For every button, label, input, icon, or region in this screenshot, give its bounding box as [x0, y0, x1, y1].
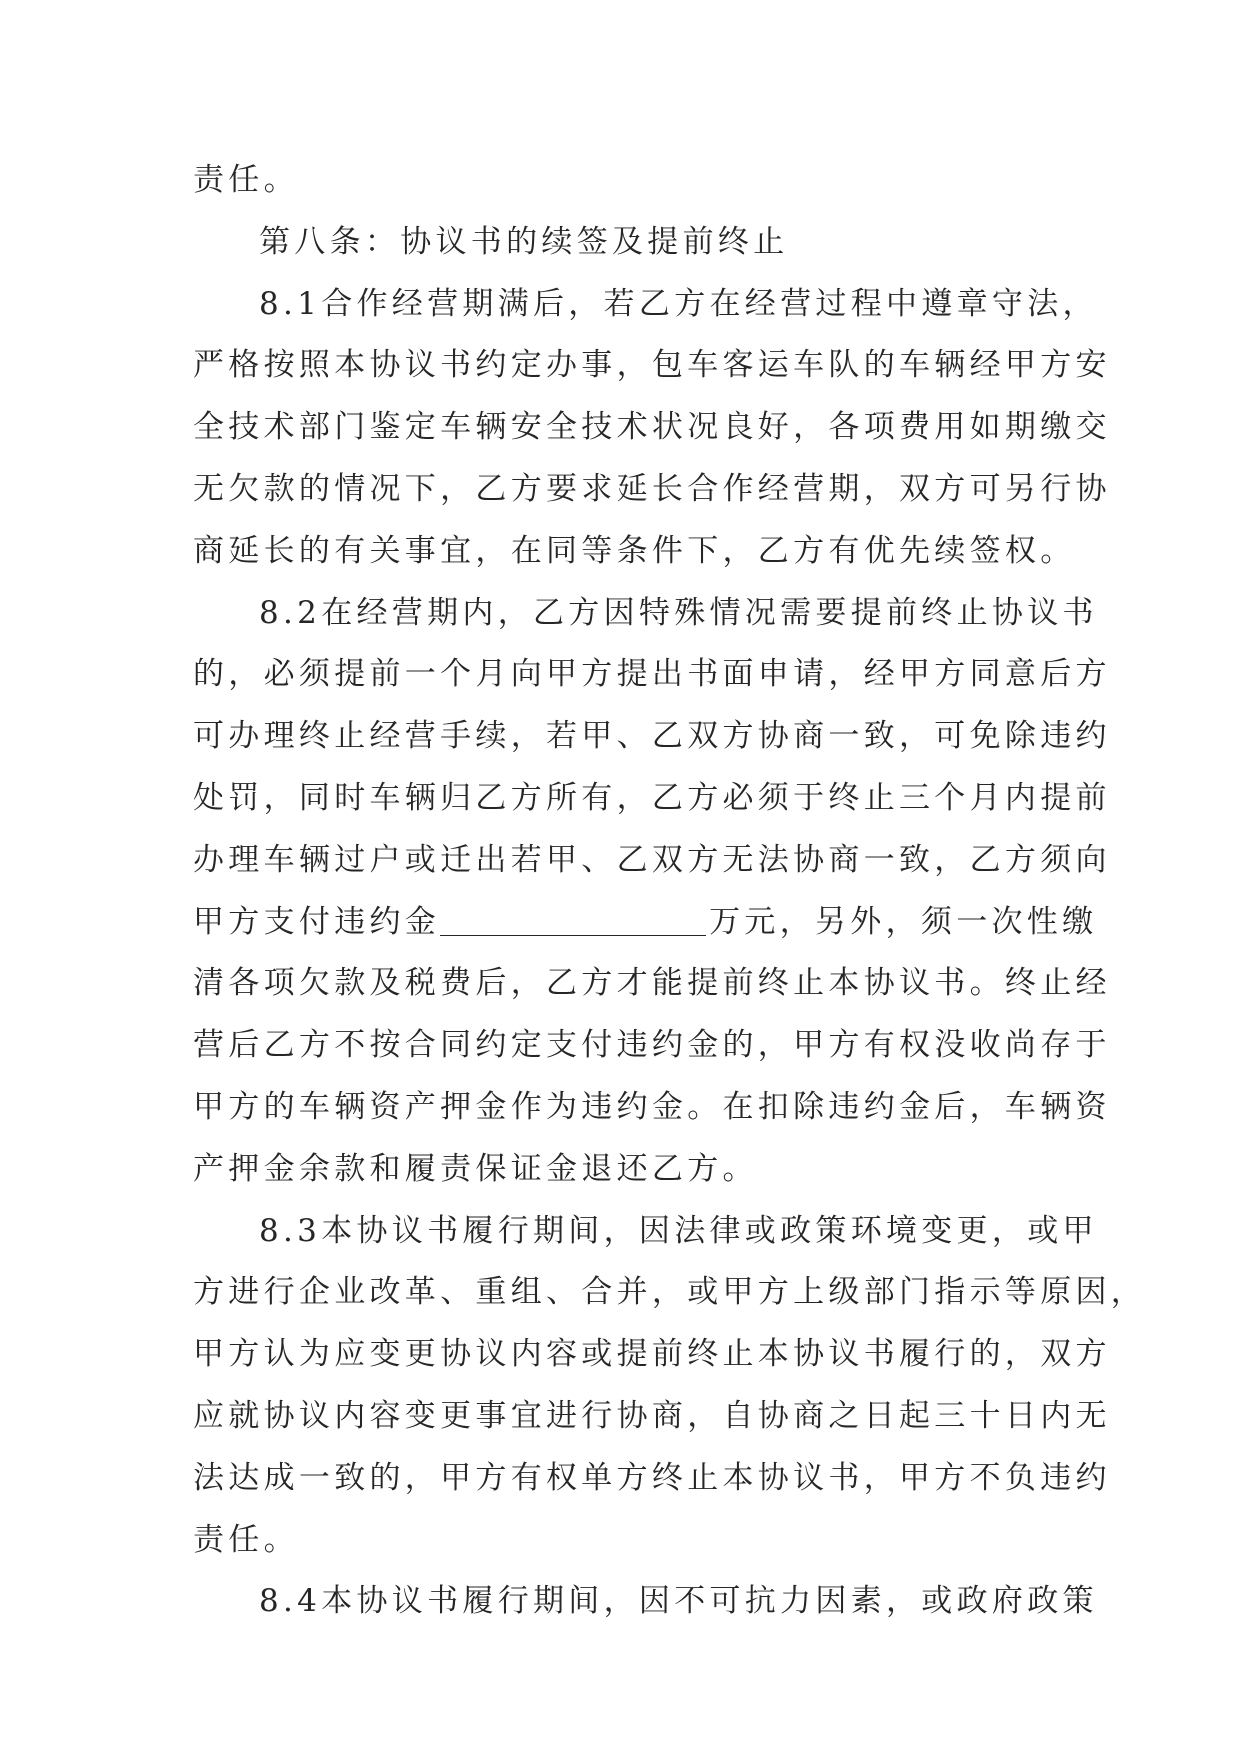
- clause-8-1-line-5: 商延长的有关事宜，在同等条件下，乙方有优先续签权。: [193, 532, 1076, 569]
- clause-8-1-line-2: 严格按照本协议书约定办事，包车客运车队的车辆经甲方安: [193, 347, 1111, 384]
- clause-8-2-line-9: 甲方的车辆资产押金作为违约金。在扣除违约金后，车辆资: [193, 1088, 1111, 1125]
- clause-8-2-line-10: 产押金余款和履责保证金退还乙方。: [193, 1150, 758, 1187]
- clause-8-2-line-5: 办理车辆过户或迁出若甲、乙双方无法协商一致，乙方须向: [193, 841, 1111, 878]
- clause-8-1-line-4: 无欠款的情况下，乙方要求延长合作经营期，双方可另行协: [193, 470, 1111, 507]
- clause-8-2-line-8: 营后乙方不按合同约定支付违约金的，甲方有权没收尚存于: [193, 1027, 1111, 1064]
- clause-8-1-line-1: 8.1合作经营期满后，若乙方在经营过程中遵章守法，: [259, 285, 1098, 322]
- clause-8-1-line-3: 全技术部门鉴定车辆安全技术状况良好，各项费用如期缴交: [193, 409, 1111, 446]
- clause-8-2-line-6: [193, 892, 1098, 954]
- clause-8-2-line-3: 可办理终止经营手续，若甲、乙双方协商一致，可免除违约: [193, 718, 1111, 755]
- text-line-1: 责任。: [193, 162, 299, 198]
- clause-8-2-line-7: 清各项欠款及税费后，乙方才能提前终止本协议书。终止经: [193, 965, 1111, 1002]
- clause-8-3-line-3: 甲方认为应变更协议内容或提前终止本协议书履行的，双方: [193, 1336, 1111, 1373]
- clause-8-2-line-4: 处罚，同时车辆归乙方所有，乙方必须于终止三个月内提前: [193, 779, 1111, 816]
- clause-8-3-line-1: 8.3本协议书履行期间，因法律或政策环境变更，或甲: [259, 1212, 1098, 1249]
- clause-8-4-line-1: 8.4本协议书履行期间，因不可抗力因素，或政府政策: [259, 1583, 1098, 1620]
- clause-8-3-line-4: 应就协议内容变更事宜进行协商，自协商之日起三十日内无: [193, 1397, 1111, 1434]
- clause-8-3-line-5: 法达成一致的，甲方有权单方终止本协议书，甲方不负违约: [193, 1459, 1111, 1496]
- document-page: [193, 150, 1147, 1633]
- article-8-heading: 第八条：协议书的续签及提前终止: [259, 223, 789, 260]
- clause-8-2-line-1: 8.2在经营期内，乙方因特殊情况需要提前终止协议书: [259, 594, 1098, 631]
- penalty-text-before-blank: 甲方支付违约金: [193, 903, 441, 940]
- penalty-amount-blank: [440, 904, 706, 936]
- clause-8-3-line-6: 责任。: [193, 1521, 299, 1558]
- clause-8-3-line-2: 方进行企业改革、重组、合并，或甲方上级部门指示等原因，: [193, 1274, 1147, 1311]
- clause-8-2-line-2: 的，必须提前一个月向甲方提出书面申请，经甲方同意后方: [193, 656, 1111, 693]
- penalty-text-after-blank: 万元，另外，须一次性缴: [709, 903, 1098, 940]
